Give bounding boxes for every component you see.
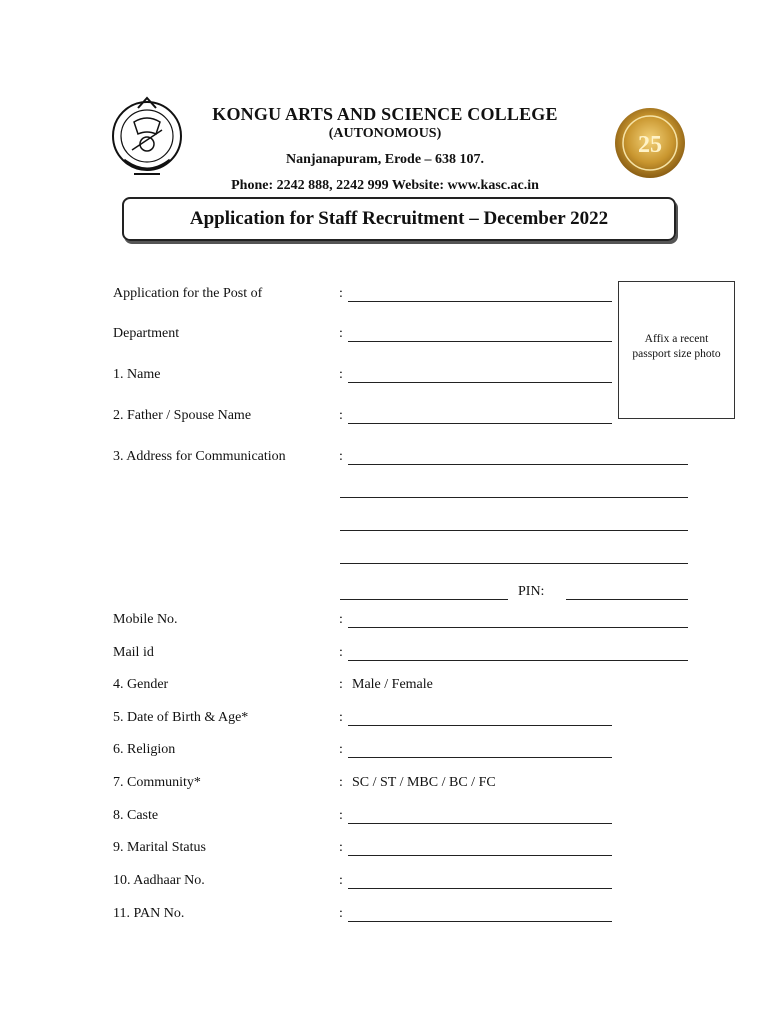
- field-colon: :: [339, 775, 343, 790]
- marital-status-input-line[interactable]: [348, 855, 612, 856]
- address-input-line-5[interactable]: [340, 599, 508, 600]
- pan-input-line[interactable]: [348, 921, 612, 922]
- field-label: 2. Father / Spouse Name: [113, 408, 252, 423]
- field-gender: [0, 677, 770, 697]
- photo-instruction-line2: passport size photo: [632, 348, 721, 360]
- field-name: [0, 367, 770, 387]
- form-title: Application for Staff Recruitment – December 2022: [189, 208, 609, 229]
- field-colon: :: [339, 645, 343, 660]
- dob-input-line[interactable]: [348, 725, 612, 726]
- gender-options[interactable]: Male / Female: [352, 677, 433, 692]
- field-label: 3. Address for Communication: [113, 449, 286, 464]
- field-colon: :: [339, 873, 343, 888]
- field-label: 8. Caste: [113, 808, 159, 823]
- field-colon: :: [339, 677, 343, 692]
- aadhaar-input-line[interactable]: [348, 888, 612, 889]
- field-label: 1. Name: [113, 367, 161, 382]
- field-community: [0, 775, 770, 795]
- college-address: Nanjanapuram, Erode – 638 107.: [285, 152, 485, 167]
- religion-input-line[interactable]: [348, 757, 612, 758]
- pin-input-line[interactable]: [566, 599, 688, 600]
- department-input-line[interactable]: [348, 341, 612, 342]
- field-colon: :: [339, 710, 343, 725]
- autonomous-label: (AUTONOMOUS): [328, 126, 442, 141]
- field-label: 5. Date of Birth & Age*: [113, 710, 249, 725]
- seal-number: 25: [638, 132, 662, 158]
- field-label: 7. Community*: [113, 775, 201, 790]
- field-post: [0, 286, 770, 306]
- college-contact: Phone: 2242 888, 2242 999 Website: www.kasc.ac.in: [231, 178, 539, 193]
- field-caste: [0, 808, 770, 828]
- field-colon: :: [339, 326, 343, 341]
- field-label: 4. Gender: [113, 677, 169, 692]
- field-colon: :: [339, 286, 343, 301]
- mobile-input-line[interactable]: [348, 627, 688, 628]
- community-options[interactable]: SC / ST / MBC / BC / FC: [352, 775, 496, 790]
- field-label: Department: [113, 326, 180, 341]
- field-department: [0, 326, 770, 346]
- field-label: 11. PAN No.: [113, 906, 185, 921]
- name-input-line[interactable]: [348, 382, 612, 383]
- field-aadhaar: [0, 873, 770, 893]
- field-religion: [0, 742, 770, 762]
- field-pan: [0, 906, 770, 926]
- field-colon: :: [339, 408, 343, 423]
- pin-label: PIN:: [518, 584, 545, 599]
- address-input-line-3[interactable]: [340, 530, 688, 531]
- field-colon: :: [339, 612, 343, 627]
- mail-input-line[interactable]: [348, 660, 688, 661]
- field-mobile: [0, 612, 770, 632]
- caste-input-line[interactable]: [348, 823, 612, 824]
- field-label: 6. Religion: [113, 742, 176, 757]
- field-label: Application for the Post of: [113, 286, 263, 301]
- field-father-spouse: [0, 408, 770, 428]
- field-label: Mail id: [113, 645, 154, 660]
- address-input-line-2[interactable]: [340, 497, 688, 498]
- field-colon: :: [339, 367, 343, 382]
- college-name: KONGU ARTS AND SCIENCE COLLEGE: [212, 104, 558, 124]
- father-spouse-input-line[interactable]: [348, 423, 612, 424]
- photo-instruction-line1: Affix a recent: [644, 333, 709, 345]
- address-input-line-1[interactable]: [348, 464, 688, 465]
- field-address: [0, 449, 770, 469]
- field-marital-status: [0, 840, 770, 860]
- field-colon: :: [339, 906, 343, 921]
- field-colon: :: [339, 742, 343, 757]
- post-input-line[interactable]: [348, 301, 612, 302]
- field-colon: :: [339, 808, 343, 823]
- field-label: 10. Aadhaar No.: [113, 873, 205, 888]
- field-dob: [0, 710, 770, 730]
- field-colon: :: [339, 840, 343, 855]
- address-pin-row: [0, 584, 770, 604]
- field-label: 9. Marital Status: [113, 840, 206, 855]
- field-label: Mobile No.: [113, 612, 178, 627]
- field-mail: [0, 645, 770, 665]
- address-input-line-4[interactable]: [340, 563, 688, 564]
- field-colon: :: [339, 449, 343, 464]
